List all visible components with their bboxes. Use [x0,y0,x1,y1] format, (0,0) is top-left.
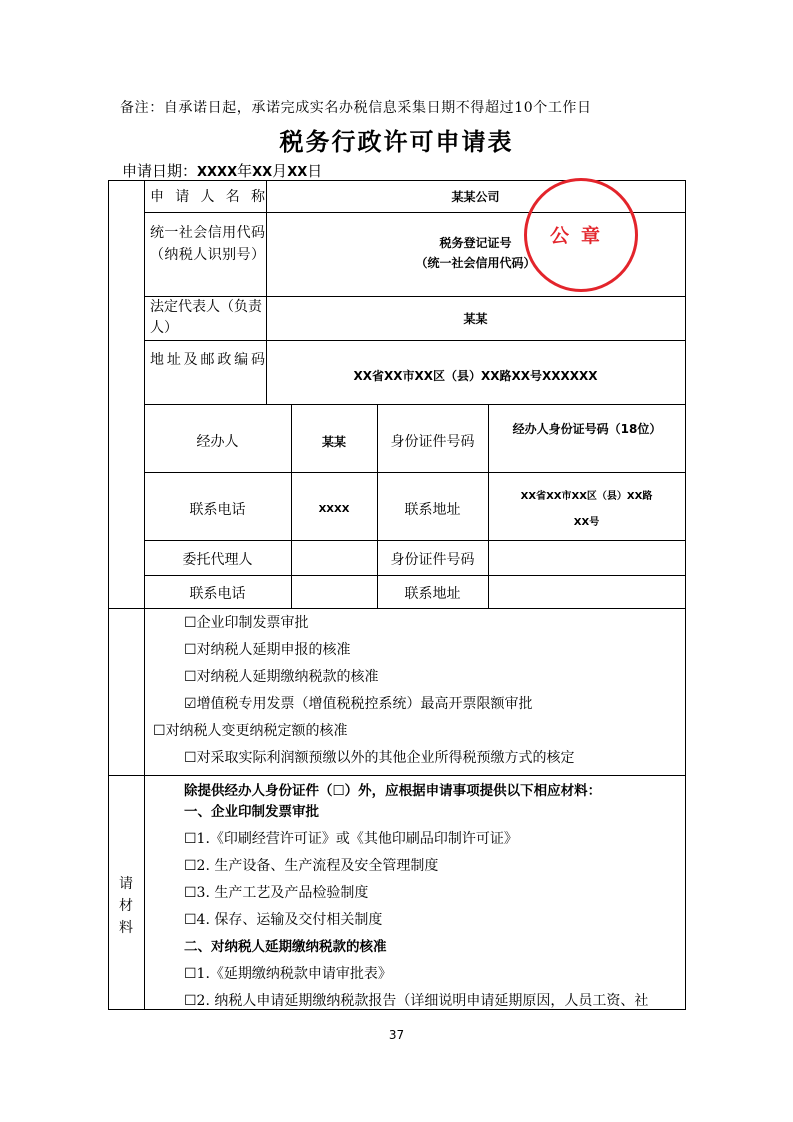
materials-section1-item-3[interactable]: ☐3. 生产工艺及产品检验制度 [184,885,369,901]
proxy-id-label: 身份证件号码 [390,552,475,568]
date-month-unit: 月 [272,162,288,180]
item-label: 增值税专用发票（增值税税控系统）最高开票限额审批 [196,696,533,712]
proxy-label: 委托代理人 [182,552,253,568]
materials-side-label [108,873,144,939]
materials-section1-title: 一、企业印制发票审批 [184,804,319,820]
item-checkbox-2[interactable] [184,640,351,660]
materials-section2-item-1[interactable]: ☐1.《延期缴纳税款申请审批表》 [184,966,392,982]
handler-value: 某某 [321,435,346,449]
phone-value: XXXX [318,504,350,515]
applicant-name-value: 某某公司 [451,190,500,204]
handler-id-value: 经办人身份证号码（18位） [512,422,662,436]
page-title: 税务行政许可申请表 [279,128,514,156]
credit-code-label: 统一社会信用代码（纳税人识别号） [150,225,265,263]
credit-code-value-line1: 税务登记证号 [439,236,512,250]
address-value: XX省XX市XX区（县）XX路XX号XXXXXX [353,369,598,383]
date-day: XX [287,165,308,180]
side-label-char: 料 [119,920,133,936]
materials-section1-item-2[interactable]: ☐2. 生产设备、生产流程及安全管理制度 [184,858,439,874]
date-label: 申请日期： [122,162,198,180]
materials-section1-item-4[interactable]: ☐4. 保存、运输及交付相关制度 [184,912,383,928]
checkbox-icon: ☐ [184,669,197,685]
date-year-unit: 年 [237,162,253,180]
phone-label: 联系电话 [189,502,246,518]
date-month: XX [252,165,273,180]
address-label: 地址及邮政编码 [150,352,265,368]
contact-address-value [488,484,685,536]
handler-label: 经办人 [196,434,239,450]
date-day-unit: 日 [307,162,323,180]
proxy-address-label: 联系地址 [404,586,461,602]
checkbox-icon: ☐ [184,642,197,658]
application-date [122,160,322,181]
item-checkbox-4[interactable] [184,694,533,714]
contact-address-value-line2: XX号 [573,517,600,528]
page-number: 37 [388,1028,405,1042]
official-seal [524,178,638,292]
contact-address-value-line1: XX省XX市XX区（县）XX路 [520,491,653,502]
side-label-char: 材 [119,898,133,914]
credit-code-value-line2: （统一社会信用代码） [415,256,536,270]
contact-address-label: 联系地址 [404,502,461,518]
item-checkbox-1[interactable] [184,613,309,633]
checked-checkbox-icon: ☑ [184,696,197,712]
item-checkbox-6[interactable] [184,748,575,768]
item-checkbox-3[interactable] [184,667,379,687]
item-checkbox-5[interactable] [153,721,348,741]
date-year: XXXX [197,165,238,180]
checkbox-icon: ☐ [184,615,197,631]
item-label: 对纳税人延期申报的核准 [196,642,351,658]
seal-text: 公章 [549,225,612,247]
materials-section2-title: 二、对纳税人延期缴纳税款的核准 [184,939,387,955]
legal-rep-label: 法定代表人（负责人） [150,299,262,336]
legal-rep-value: 某某 [463,312,488,326]
item-label: 企业印制发票审批 [196,615,309,631]
item-label: 对纳税人变更纳税定额的核准 [165,723,348,739]
handler-id-label: 身份证件号码 [390,434,475,450]
materials-intro: 除提供经办人身份证件（☐）外，应根据申请事项提供以下相应材料： [184,783,602,799]
item-label: 对纳税人延期缴纳税款的核准 [196,669,379,685]
applicant-name-label: 申请人名称 [150,189,265,205]
item-label: 对采取实际利润额预缴以外的其他企业所得税预缴方式的核定 [196,750,575,766]
proxy-phone-label: 联系电话 [189,586,246,602]
checkbox-icon: ☐ [184,750,197,766]
materials-section2-item-2[interactable]: ☐2. 纳税人申请延期缴纳税款报告（详细说明申请延期原因，人员工资、社 [184,993,649,1009]
checkbox-icon: ☐ [153,723,166,739]
materials-section1-item-1[interactable]: ☐1.《印刷经营许可证》或《其他印刷品印制许可证》 [184,831,518,847]
side-label-char: 请 [119,876,133,892]
note-text: 备注：自承诺日起，承诺完成实名办税信息采集日期不得超过10个工作日 [120,100,592,116]
